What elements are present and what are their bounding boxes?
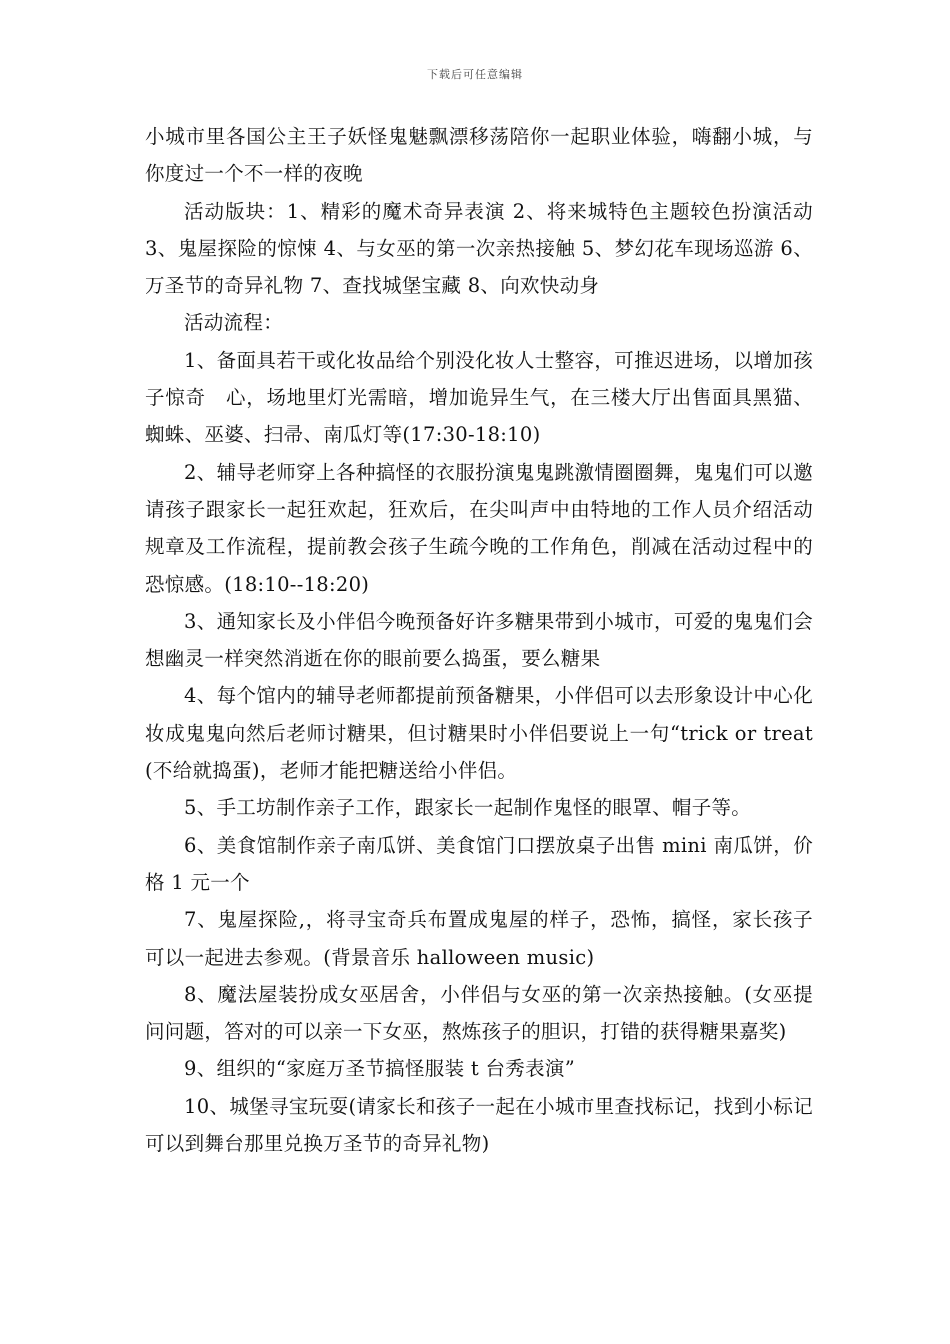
paragraph-activity-sections: 活动版块：1、精彩的魔术奇异表演 2、将来城特色主题较色扮演活动 3、鬼屋探险的惊悚 4、与女巫的第一次亲热接触 5、梦幻花车现场巡游 6、万圣节的奇异礼物 7、查找城堡宝藏 8、向欢快动身 [145, 199, 813, 298]
paragraph-step-10: 10、城堡寻宝玩耍(请家长和孩子一起在小城市里查找标记，找到小标记可以到舞台那里兑换万圣节的奇异礼物) [145, 1094, 813, 1156]
document-body [145, 118, 813, 1162]
paragraph-step-3: 3、通知家长及小伴侣今晚预备好许多糖果带到小城市，可爱的鬼鬼们会想幽灵一样突然消逝在你的眼前要么捣蛋，要么糖果 [145, 609, 813, 671]
paragraph-step-4: 4、每个馆内的辅导老师都提前预备糖果，小伴侣可以去形象设计中心化妆成鬼鬼向然后老师讨糖果，但讨糖果时小伴侣要说上一句“trick or treat(不给就捣蛋)，老师才能把糖送给小伴侣。 [145, 684, 813, 783]
paragraph-step-2: 2、辅导老师穿上各种搞怪的衣服扮演鬼鬼跳激情圈圈舞，鬼鬼们可以邀请孩子跟家长一起狂欢起，狂欢后，在尖叫声中由特地的工作人员介绍活动规章及工作流程，提前教会孩子生疏今晚的工作角色，削减在活动过程中的恐惊感。(18:10--18:20) [145, 460, 813, 596]
paragraph-step-6: 6、美食馆制作亲子南瓜饼、美食馆门口摆放桌子出售 mini 南瓜饼，价格 1 元一个 [145, 833, 813, 894]
paragraph-step-7: 7、鬼屋探险,，将寻宝奇兵布置成鬼屋的样子，恐怖，搞怪，家长孩子可以一起进去参观。(背景音乐 halloween music) [145, 908, 813, 969]
paragraph-step-9: 9、组织的“家庭万圣节搞怪服装 t 台秀表演” [184, 1057, 575, 1081]
paragraph-step-8: 8、魔法屋装扮成女巫居舍，小伴侣与女巫的第一次亲热接触。(女巫提问问题，答对的可以亲一下女巫，熬炼孩子的胆识，打错的获得糖果嘉奖) [145, 982, 813, 1044]
paragraph-process-heading: 活动流程： [184, 311, 284, 335]
paragraph-step-1: 1、备面具若干或化妆品给个别没化妆人士整容，可推迟进场，以增加孩子惊奇 心，场地里灯光需暗，增加诡异生气，在三楼大厅出售面具黑猫、蜘蛛、巫婆、扫帚、南瓜灯等(17:30-18:10) [145, 348, 813, 447]
paragraph-intro: 小城市里各国公主王子妖怪鬼魅飘漂移荡陪你一起职业体验，嗨翻小城，与你度过一个不一样的夜晚 [145, 125, 813, 186]
paragraph-step-5: 5、手工坊制作亲子工作，跟家长一起制作鬼怪的眼罩、帽子等。 [184, 796, 752, 820]
page-header: 下载后可任意编辑 [427, 68, 523, 81]
